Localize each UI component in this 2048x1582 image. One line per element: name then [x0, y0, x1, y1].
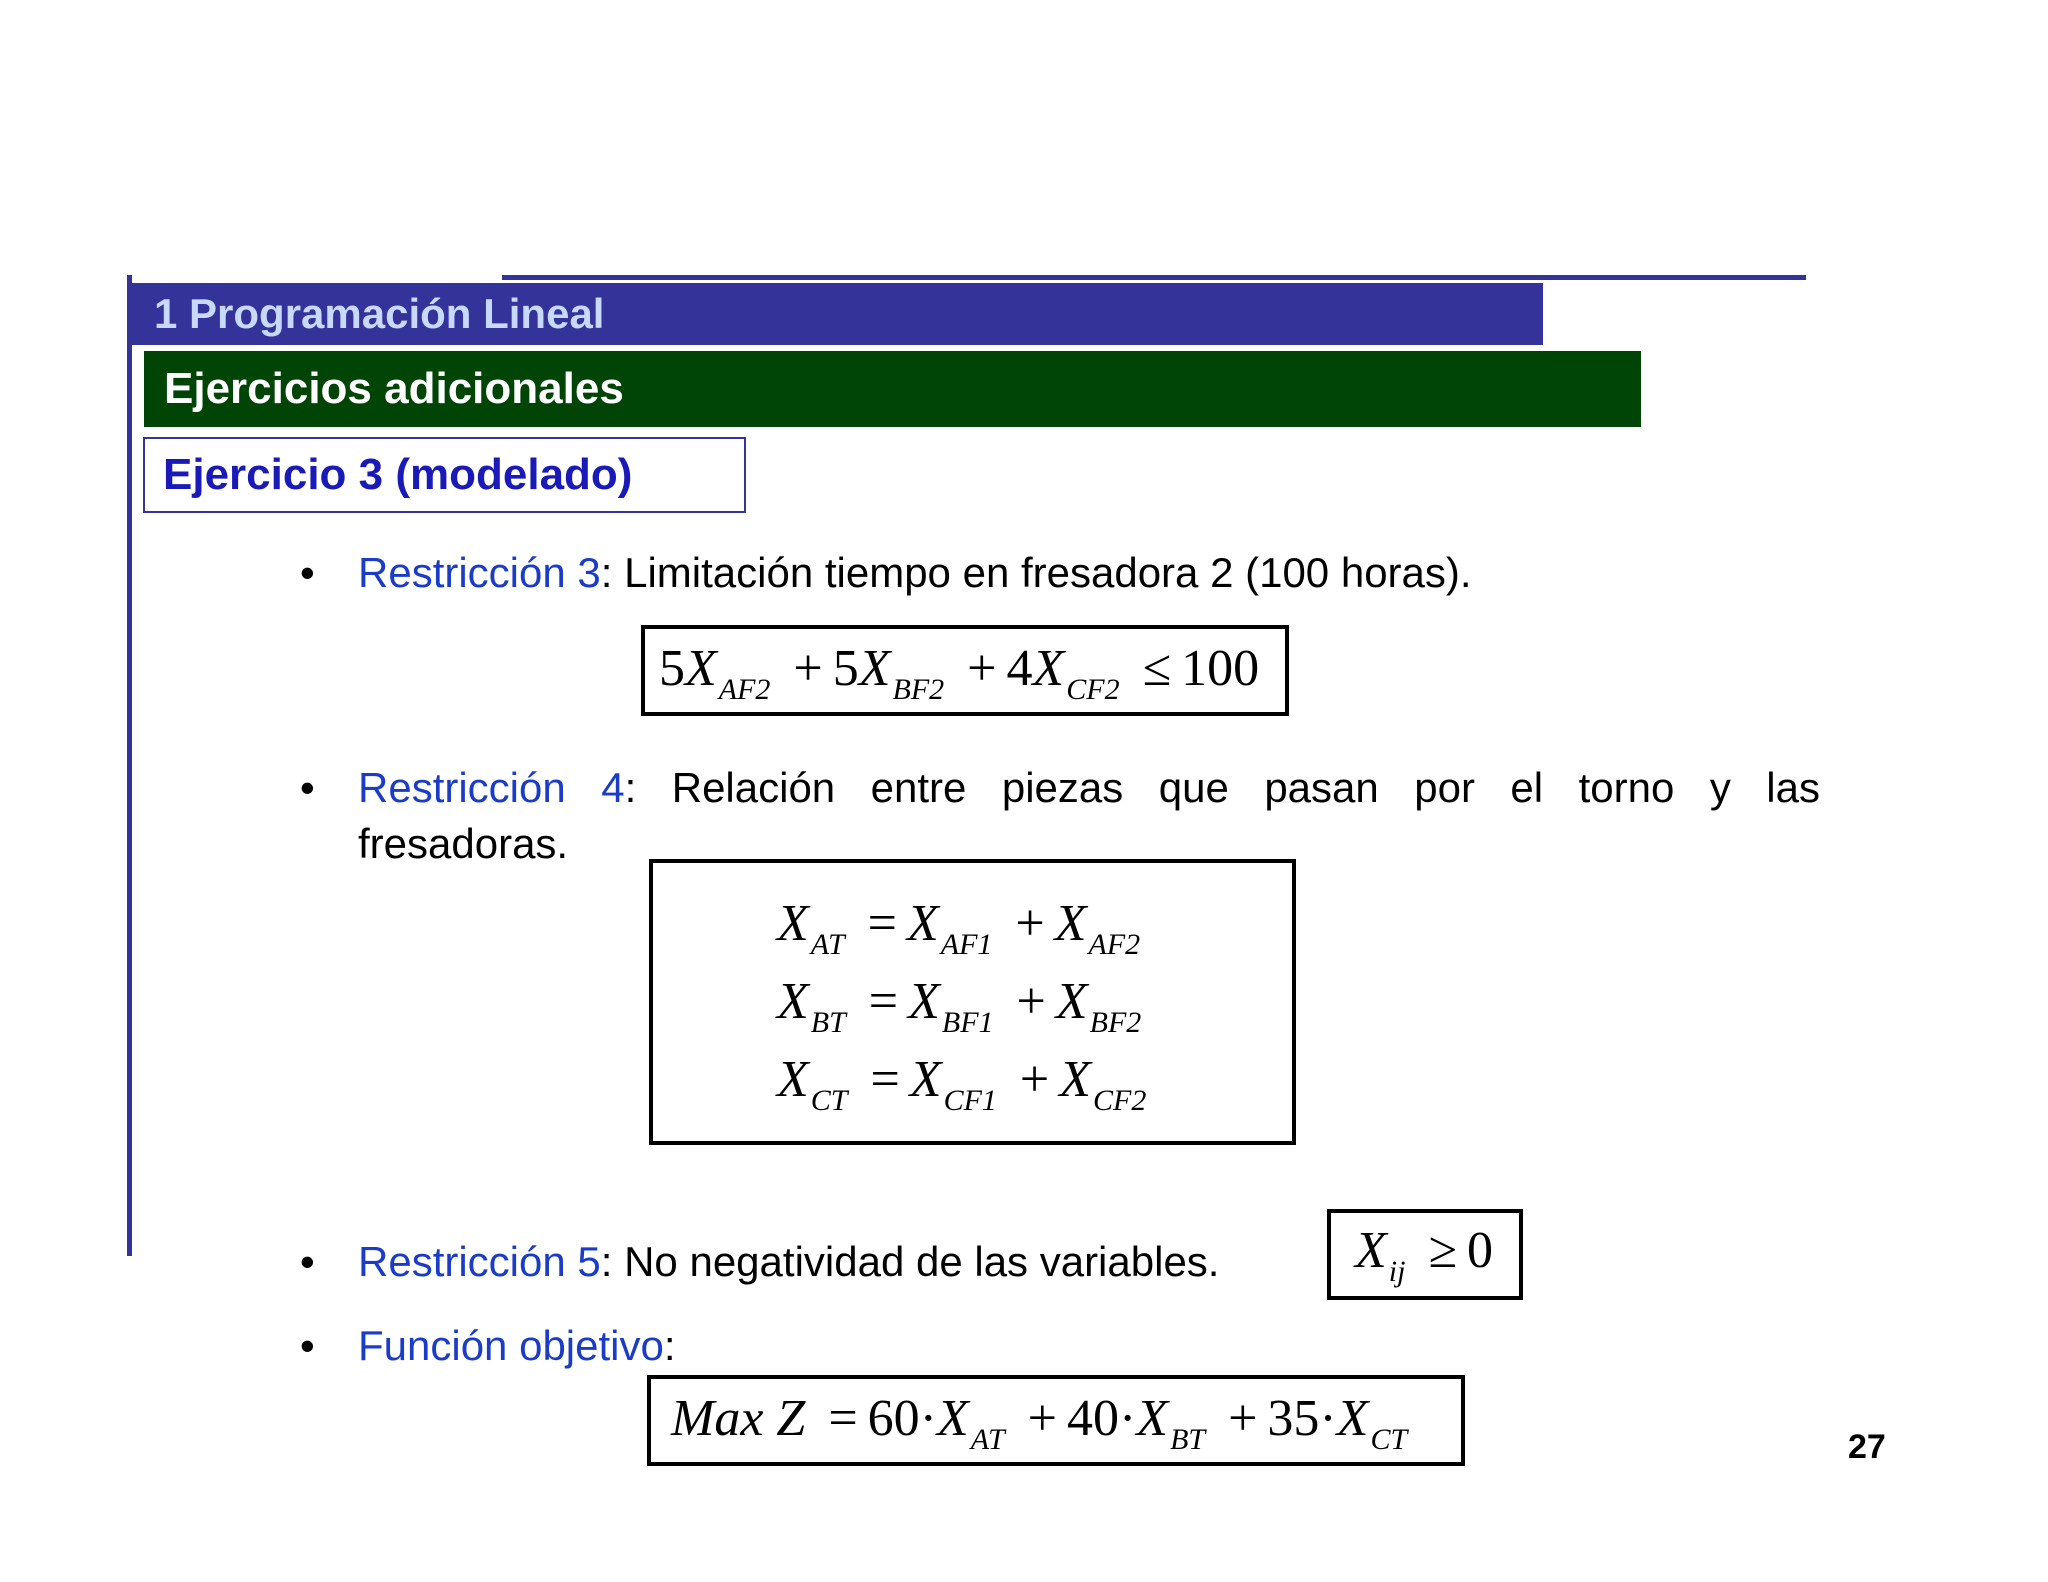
restriccion-4-line-2: fresadoras. [358, 820, 569, 867]
sub-2: BF2 [1089, 1006, 1142, 1039]
plus-sign: + [1016, 973, 1046, 1030]
coef-3: 35 [1267, 1390, 1320, 1447]
coef-2: 5 [832, 640, 859, 697]
var-3: X [1032, 640, 1065, 697]
formula-restriccion-4 [649, 859, 1296, 1145]
sub-1: AF2 [718, 673, 771, 706]
bullet-dot: • [300, 549, 315, 596]
plus-sign: + [1019, 1051, 1050, 1108]
sub-3: CT [1370, 1423, 1408, 1456]
equals-sign: = [828, 1390, 858, 1447]
sub-2: BT [1170, 1423, 1206, 1456]
top-divider-line [502, 275, 1806, 280]
var-z: Z [776, 1390, 806, 1447]
bullet-dot: • [300, 1238, 315, 1285]
plus-sign: + [1015, 895, 1045, 952]
bullet-dot: • [300, 764, 315, 811]
equals-sign: = [868, 973, 899, 1030]
plus-2: + [1228, 1390, 1258, 1447]
var-x: X [1355, 1222, 1387, 1279]
equals-sign: = [870, 1051, 900, 1108]
plus-2: + [967, 640, 997, 697]
sub-1: CF1 [943, 1084, 997, 1117]
sub-1: AF1 [940, 928, 993, 961]
var-1: X [936, 1390, 969, 1447]
restriccion-4-text: : Relación entre piezas que pasan por el torno y las [624, 764, 1820, 811]
formula-restriccion-3 [641, 625, 1289, 716]
sub-3: CF2 [1066, 673, 1120, 706]
bullet-funcion-objetivo [300, 1318, 1320, 1374]
restriccion-5-label: Restricción 5 [358, 1238, 601, 1285]
lhs-var: X [777, 973, 809, 1030]
restriccion-4-line-1 [358, 760, 1820, 816]
sub-2: CF2 [1093, 1084, 1147, 1117]
coef-1: 5 [659, 640, 685, 697]
section-title: 1 Programación Lineal [130, 283, 1543, 345]
bullet-restriccion-3 [300, 545, 1820, 601]
plus-1: + [793, 640, 823, 697]
geq-sign: ≥ [1428, 1222, 1457, 1279]
restriccion-3-text: : Limitación tiempo en fresadora 2 (100 horas). [600, 549, 1472, 596]
restriccion-4-label: Restricción 4 [358, 764, 625, 811]
restriccion-5-text: : No negatividad de las variables. [600, 1238, 1220, 1285]
formula-funcion-objetivo [647, 1375, 1465, 1466]
dot-3: · [1319, 1390, 1337, 1447]
left-vertical-line [127, 275, 132, 1256]
var-1: X [907, 895, 939, 952]
page-number: 27 [1848, 1428, 1886, 1466]
lhs-sub: CT [810, 1084, 848, 1117]
bullet-restriccion-4 [300, 760, 1820, 872]
funcion-objetivo-label: Función objetivo [358, 1322, 664, 1369]
rhs: 0 [1466, 1222, 1493, 1279]
coef-2: 40 [1066, 1390, 1119, 1447]
rhs: 100 [1181, 640, 1260, 697]
var-2: X [1054, 895, 1087, 952]
sub-1: AT [970, 1423, 1005, 1456]
equation-row [777, 885, 1292, 963]
bullet-restriccion-5 [300, 1234, 1320, 1290]
dot-2: · [1118, 1390, 1137, 1447]
dot-1: · [919, 1390, 937, 1447]
funcion-objetivo-colon: : [663, 1322, 676, 1369]
sub-ij: ij [1388, 1255, 1406, 1288]
sub-1: BF1 [941, 1006, 994, 1039]
lhs-var: X [777, 895, 809, 952]
bullet-dot: • [300, 1322, 315, 1369]
sub-2: BF2 [892, 673, 945, 706]
equation-row [777, 963, 1292, 1041]
max-word: Max [671, 1390, 764, 1447]
var-3: X [1336, 1390, 1369, 1447]
subsection-title: Ejercicios adicionales [144, 351, 1641, 427]
equals-sign: = [867, 895, 897, 952]
var-2: X [1055, 973, 1088, 1030]
equation-row [777, 1041, 1292, 1119]
leq-sign: ≤ [1142, 640, 1172, 697]
lhs-sub: AT [810, 928, 845, 961]
plus-1: + [1027, 1390, 1057, 1447]
var-2: X [858, 640, 891, 697]
var-1: X [685, 640, 717, 697]
exercise-title: Ejercicio 3 (modelado) [143, 437, 746, 513]
lhs-var: X [777, 1051, 809, 1108]
var-2: X [1059, 1051, 1091, 1108]
sub-2: AF2 [1088, 928, 1141, 961]
restriccion-3-label: Restricción 3 [358, 549, 601, 596]
var-2: X [1136, 1390, 1169, 1447]
lhs-sub: BT [810, 1006, 846, 1039]
var-1: X [909, 1051, 942, 1108]
coef-1: 60 [867, 1390, 920, 1447]
coef-3: 4 [1006, 640, 1033, 697]
formula-restriccion-5 [1327, 1209, 1523, 1300]
var-1: X [908, 973, 940, 1030]
